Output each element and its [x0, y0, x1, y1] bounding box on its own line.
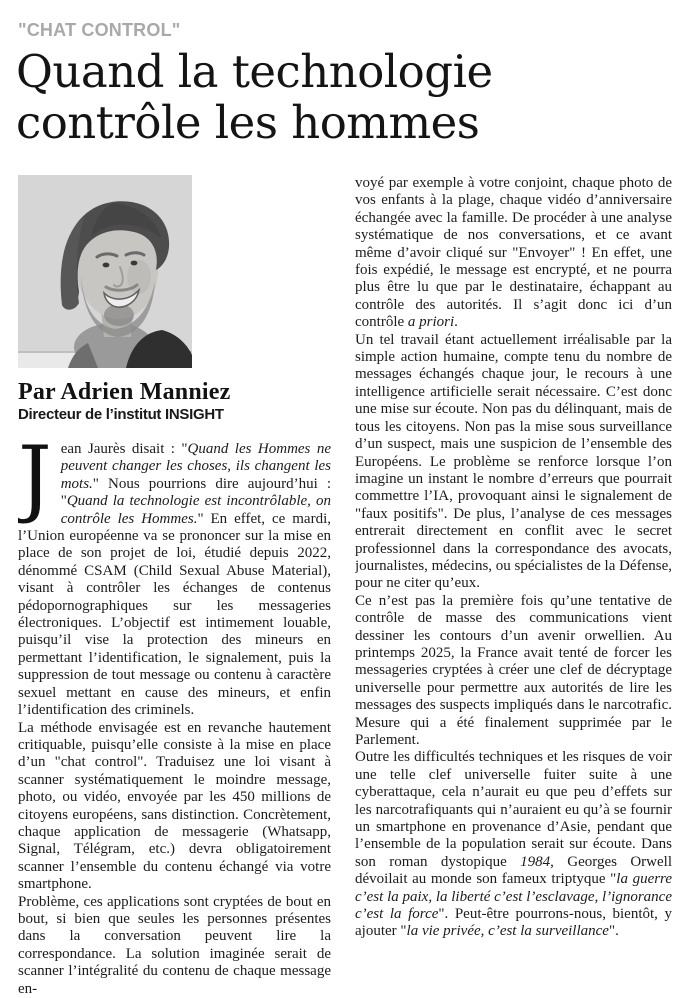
headline-line-1: Quand la technologie — [16, 45, 493, 98]
paragraph — [355, 332, 672, 593]
text-run: , Georges Orwell dévoilait au monde son fameux triptyque " — [355, 853, 672, 888]
headline-line-2: contrôle les hommes — [16, 96, 480, 149]
text-run: ean Jaurès disait : " — [60, 441, 188, 457]
italic-text-run: 1984 — [520, 853, 551, 870]
text-run: " En effet, ce mardi, l’Union européenne va se prononcer sur la mise en place de son projet de loi, étudié depuis 2022, dénommé CSAM (Child Sexual Abuse Material), visant à contrôler les échanges de contenus pédopornographiques sur les messageries électroniques. L’objectif est intimement louable, puisqu’il vise la protection des mineurs en permettant l’identification, le signalement, puis la suppression de tout message ou contenu à caractère sexuel mettant en cause des mineurs, et enfin l’identification des criminels. — [18, 510, 331, 719]
drop-cap: J — [18, 441, 52, 526]
text-run: " Nous pourrions dire aujourd’hui : " — [60, 475, 331, 510]
italic-text-run: a priori — [407, 314, 455, 331]
text-run: La méthode envisagée est en revanche hautement critiquable, puisqu’elle consiste à la mise en place d’un "chat control". Traduisez une loi visant à scanner systématiquement le moindre message, photo, ou vidéo, envoyée par les 450 millions de citoyens européens, sans distinction. Concrètement, chaque application de messagerie (Whatsapp, Signal, Télégram, etc.) devra obligatoirement scanner l’ensemble du contenu échangé via votre smartphone. — [18, 719, 331, 893]
text-run: Problème, ces applications sont cryptées de bout en bout, si bien que seules les personnes présentes dans la conversation peuvent lire la correspondance. La solution imaginée serait de scanner l’intégralité du contenu de chaque message en- — [18, 893, 331, 997]
text-run: . — [454, 314, 458, 331]
text-run: voyé par exemple à votre conjoint, chaque photo de vos enfants à la plage, chaque vidéo d’anniversaire échangée avec la famille. De procéder à une analyse systématique de nos conversations, et ce avant même d’avoir cliqué sur "Envoyer" ! En effet, une fois expédié, le message est encrypté, et ne pourra plus être lu que par le destinataire, échappant au contrôle des autorités. Il s’agit donc ici d’un contrôle — [355, 175, 672, 331]
byline-role: Directeur de l’institut INSIGHT — [18, 406, 224, 423]
right-column — [355, 175, 672, 983]
italic-text-run: Quand les Hommes ne peuvent changer les choses, ils changent les mots. — [60, 441, 331, 492]
text-run: Ce n’est pas la première fois qu’une tentative de contrôle de masse des communications vient dessiner les contours d’un avenir orwellien. Au printemps 2025, la France avait tenté de forcer les messageries cryptées à créer une clef de décryptage universelle pour permettre aux autorités de lire les messages des suspects impliqués dans le narcotrafic. Mesure qui a été finalement supprimée par le Parlement. — [355, 592, 672, 748]
text-run: ". Peut-être pourrons-nous, bientôt, y ajouter " — [355, 906, 672, 940]
right-eye — [131, 261, 138, 266]
italic-text-run: la vie privée, c’est la surveillance — [406, 923, 609, 940]
paragraph — [18, 720, 331, 894]
text-run: ". — [608, 923, 619, 940]
paragraph — [355, 175, 672, 332]
italic-text-run: Quand la technologie est incontrôlable, on contrôle les Hommes. — [60, 493, 331, 527]
italic-text-run: la guerre c’est la paix, la liberté c’est l’esclavage, l’ignorance c’est la force — [355, 871, 672, 923]
text-run: Outre les difficultés techniques et les risques de voir une telle clef universelle fuiter suite à une cyberattaque, cela n’aurait eu que peu d’effets sur les narcotrafiquants qui n’auraient eu qu’à se fournir un smartphone en provenance d’Asie, pendant que l’ensemble de la population serait sur écoute. Dans son roman dystopique — [355, 749, 672, 870]
paragraph — [355, 593, 672, 750]
byline: Par Adrien Manniez — [18, 379, 231, 405]
kicker: "CHAT CONTROL" — [18, 20, 181, 40]
paragraph — [18, 894, 331, 998]
paragraph — [18, 441, 331, 720]
paragraph — [355, 749, 672, 940]
text-run: Un tel travail étant actuellement irréalisable par la simple action humaine, compte tenu du nombre de messages échangés chaque jour, le recours à une intelligence artificielle serait nécessaire. C’est donc une mise sur écoute. Non pas du délinquant, mais de tous les citoyens. Non pas la mise sous surveillance d’un suspect, mais une suspicion de l’ensemble des Européens. Le problème se renforce lorsque l’on imagine un instant le nombre d’erreurs que pourrait commettre l’IA, provoquant ainsi le signalement de "faux positifs". De plus, l’analyse de ces messages entrerait directement en conflit avec le secret professionnel dans la correspondance des avocats, journalistes, médecins, ou spécialistes de la Défense, pour ne citer qu’eux. — [355, 331, 672, 592]
author-photo — [18, 175, 192, 368]
author-photo-illustration — [18, 175, 192, 368]
left-eye — [103, 263, 110, 268]
headline — [16, 46, 493, 148]
left-column — [18, 441, 331, 998]
